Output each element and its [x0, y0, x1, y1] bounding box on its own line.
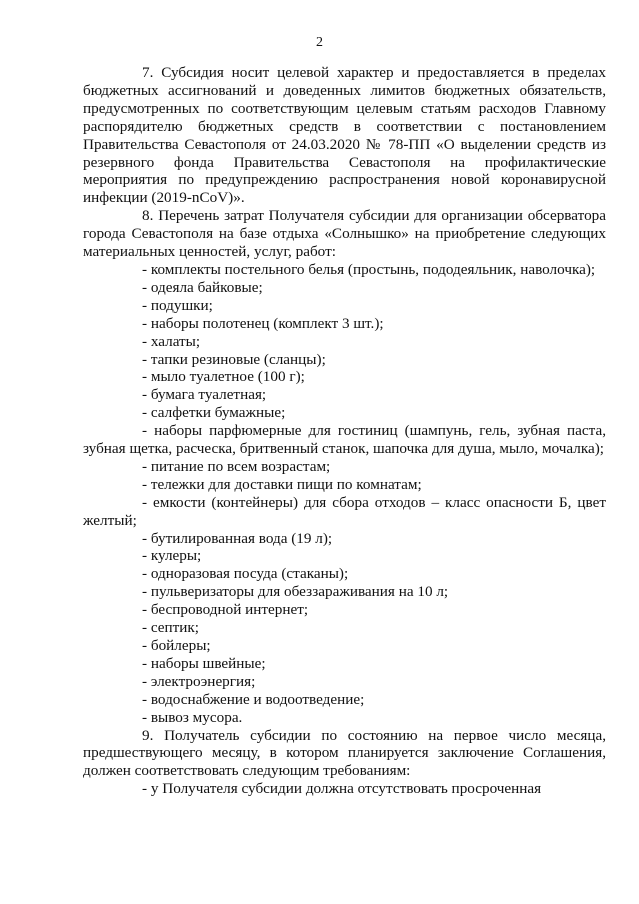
list-item: - бутилированная вода (19 л); [142, 529, 333, 547]
list-item: - подушки; [142, 296, 213, 314]
list-item: - бумага туалетная; [142, 386, 267, 404]
list-item: - бойлеры; [142, 637, 211, 654]
paragraph-8: 8. Перечень затрат Получателя субсидии для организации обсерватора города Севастополя на базе отдыха «Солнышко» на приобретение следующих материальных ценностей, услуг, работ: [83, 207, 606, 261]
list-item: - мыло туалетное (100 г); [142, 368, 305, 386]
list-item: - комплекты постельного белья (простынь, пододеяльник, наволочка); [142, 260, 596, 278]
list-item: - наборы швейные; [142, 654, 266, 672]
list-item: - пульверизаторы для обеззараживания на 10 л; [142, 583, 449, 601]
list-item: - питание по всем возрастам; [142, 457, 331, 475]
list-item: - электроэнергия; [142, 672, 256, 690]
paragraph-7: 7. Субсидия носит целевой характер и предоставляется в пределах бюджетных ассигнований и доведенных лимитов бюджетных обязательств, предусмотренных по соответствующим целевым статьям расходов Главному распорядителю бюджетных средств в соответствии с постановлением Правительства Севастополя от 24.03.2020 № 78-ПП «О выделении средств из резервного фонда Правительства Севастополя на профилактические мероприятия по предупреждению распространения новой коронавирусной инфекции (2019-nCoV)». [83, 64, 606, 207]
list-item: - кулеры; [142, 547, 202, 565]
list-item: - наборы парфюмерные для гостиниц (шампунь, гель, зубная паста, зубная щетка, расческа, бритвенный станок, шапочка для душа, мыло, мочалка); [83, 422, 606, 458]
list-item: - водоснабжение и водоотведение; [142, 690, 365, 708]
paragraph-9: 9. Получатель субсидии по состоянию на первое число месяца, предшествующего месяцу, в котором планируется заключение Соглашения, должен соответствовать следующим требованиям: [83, 726, 606, 780]
list-item: - халаты; [142, 332, 201, 350]
list-item: - одноразовая посуда (стаканы); [142, 565, 349, 583]
page-number: 2 [316, 35, 323, 50]
list-item: - беспроводной интернет; [142, 601, 309, 619]
list-item: - тележки для доставки пищи по комнатам; [142, 475, 422, 493]
list-item: - вывоз мусора. [142, 708, 243, 726]
document-body [83, 64, 606, 798]
list-item: - одеяла байковые; [142, 278, 263, 296]
list-item: - септик; [142, 619, 200, 637]
paragraph-9-first-requirement: - у Получателя субсидии должна отсутствовать просроченная [142, 780, 542, 798]
list-item: - наборы полотенец (комплект 3 шт.); [142, 314, 384, 332]
list-item: - салфетки бумажные; [142, 404, 286, 422]
list-item: - тапки резиновые (сланцы); [142, 350, 326, 368]
list-item: - емкости (контейнеры) для сбора отходов – класс опасности Б, цвет желтый; [83, 493, 606, 529]
expense-list [83, 261, 606, 727]
